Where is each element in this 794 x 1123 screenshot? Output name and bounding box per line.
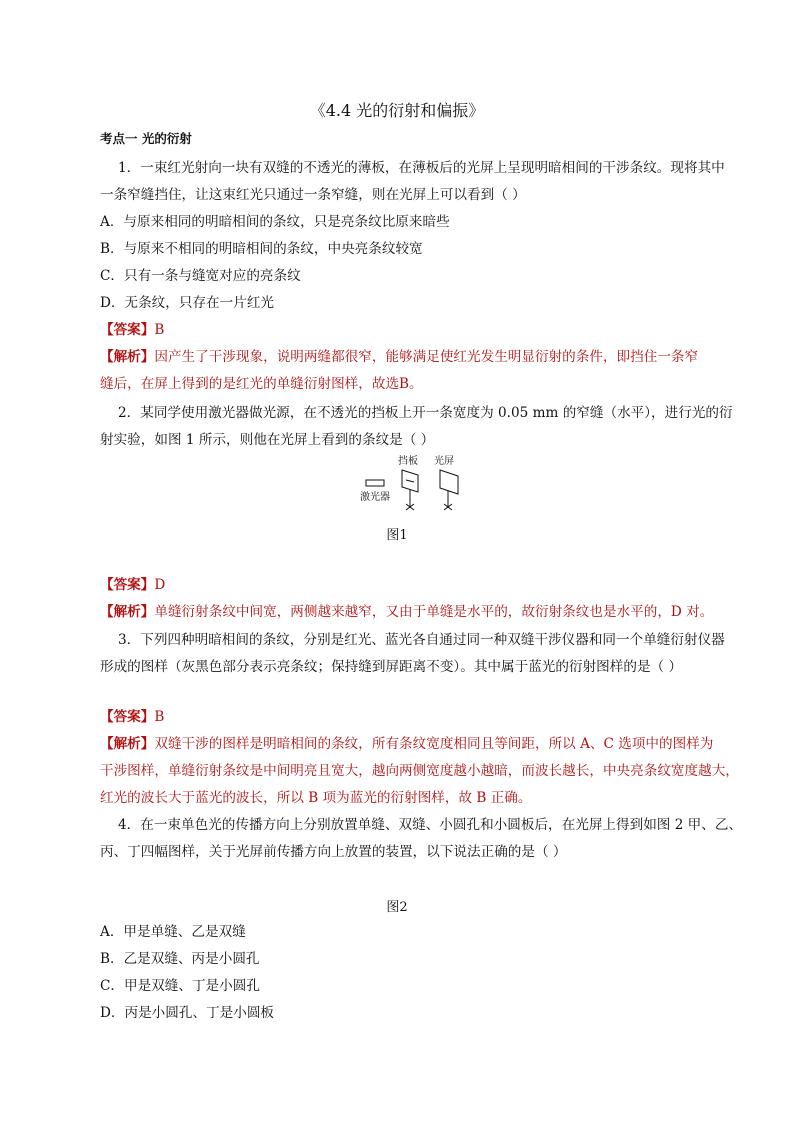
analysis-label: 【解析】 bbox=[100, 349, 155, 365]
q2-stem-line2: 射实验，如图 1 所示，则他在光屏上看到的条纹是（ ） bbox=[100, 432, 435, 448]
q1-option-a: A．与原来相同的明暗相间的条纹，只是亮条纹比原来暗些 bbox=[100, 214, 450, 230]
slit-mark bbox=[406, 480, 414, 482]
analysis-label: 【解析】 bbox=[100, 736, 155, 752]
answer-label: 【答案】 bbox=[100, 709, 155, 725]
q1-option-d: D．无条纹，只存在一片红光 bbox=[100, 295, 275, 311]
q1-stem-line1: 1．一束红光射向一块有双缝的不透光的薄板，在薄板后的光屏上呈现明暗相间的干涉条纹。现将其中 bbox=[118, 160, 725, 176]
answer-label: 【答案】 bbox=[100, 322, 155, 338]
q1-analysis-line1 bbox=[100, 347, 698, 367]
q4-option-d: D．丙是小圆孔、丁是小圆板 bbox=[100, 1005, 275, 1021]
q4-option-c: C．甲是双缝、丁是小圆孔 bbox=[100, 978, 260, 994]
q3-stem-line2: 形成的图样（灰黑色部分表示亮条纹；保持缝到屏距离不变）。其中属于蓝光的衍射图样的是（ ） bbox=[100, 659, 683, 675]
answer-value: D bbox=[154, 577, 166, 593]
q4-stem-line1: 4．在一束单色光的传播方向上分别放置单缝、双缝、小圆孔和小圆板后，在光屏上得到如图 2 甲、乙、 bbox=[118, 817, 743, 833]
q4-option-a: A．甲是单缝、乙是双缝 bbox=[100, 924, 246, 940]
analysis-text: 单缝衍射条纹中间宽，两侧越来越窄，又由于单缝是水平的，故衍射条纹也是水平的，D 对。 bbox=[154, 604, 714, 620]
q4-stem-line2: 丙、丁四幅图样，关于光屏前传播方向上放置的装置，以下说法正确的是（ ） bbox=[100, 844, 567, 860]
q3-analysis-line2: 干涉图样，单缝衍射条纹是中间明亮且宽大，越向两侧宽度越小越暗，而波长越长，中央亮条纹宽度越大， bbox=[100, 763, 739, 779]
screen-plate bbox=[440, 470, 458, 494]
figure-2-caption: 图2 bbox=[386, 900, 408, 915]
q3-analysis-line3: 红光的波长大于蓝光的波长，所以 B 项为蓝光的衍射图样，故 B 正确。 bbox=[100, 790, 532, 806]
q2-stem-line1: 2．某同学使用激光器做光源，在不透光的挡板上开一条宽度为 0.05 mm 的窄缝（水平），进行光的衍 bbox=[118, 405, 733, 421]
q1-option-c: C．只有一条与缝宽对应的亮条纹 bbox=[100, 268, 301, 284]
figure-1-diagram bbox=[360, 452, 470, 518]
q3-stem-line1: 3．下列四种明暗相间的条纹，分别是红光、蓝光各自通过同一种双缝干涉仪器和同一个单缝衍射仪器 bbox=[118, 632, 725, 648]
document-title: 《4.4 光的衍射和偏振》 bbox=[309, 101, 485, 120]
q1-option-b: B．与原来不相同的明暗相间的条纹，中央亮条纹较宽 bbox=[100, 241, 423, 257]
answer-value: B bbox=[154, 322, 165, 338]
q1-analysis-line2: 缝后，在屏上得到的是红光的单缝衍射图样，故选B。 bbox=[100, 376, 423, 392]
q3-answer bbox=[100, 707, 164, 727]
answer-value: B bbox=[154, 709, 165, 725]
baffle-label: 挡板 bbox=[398, 456, 418, 467]
figure-1-caption: 图1 bbox=[386, 528, 408, 543]
q1-answer bbox=[100, 320, 164, 340]
answer-label: 【答案】 bbox=[100, 577, 155, 593]
laser-device-shape bbox=[366, 480, 384, 486]
laser-label: 激光器 bbox=[360, 492, 390, 503]
q1-stem-line2: 一条窄缝挡住，让这束红光只通过一条窄缝，则在光屏上可以看到（ ） bbox=[100, 187, 526, 203]
q3-analysis-line1 bbox=[100, 734, 713, 754]
analysis-label: 【解析】 bbox=[100, 604, 155, 620]
analysis-text: 双缝干涉的图样是明暗相间的条纹，所有条纹宽度相同且等间距，所以 A、C 选项中的图样为 bbox=[154, 736, 714, 752]
screen-label: 光屏 bbox=[434, 456, 454, 467]
q4-option-b: B．乙是双缝、丙是小圆孔 bbox=[100, 951, 260, 967]
analysis-text: 因产生了干涉现象，说明两缝都很窄，能够满足使红光发生明显衍射的条件，即挡住一条窄 bbox=[154, 349, 699, 365]
section-heading: 考点一 光的衍射 bbox=[100, 131, 192, 146]
q2-answer bbox=[100, 575, 165, 595]
q2-analysis-line1 bbox=[100, 602, 713, 622]
